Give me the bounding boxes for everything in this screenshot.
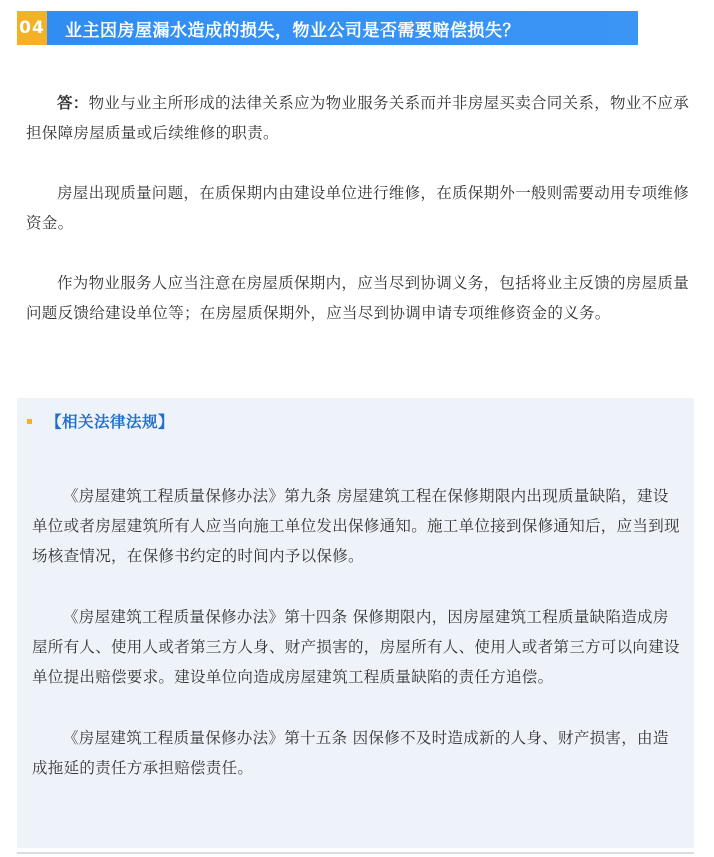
related-laws-box <box>17 398 694 848</box>
section-title: 业主因房屋漏水造成的损失，物业公司是否需要赔偿损失？ <box>65 20 520 41</box>
answer-paragraph-1 <box>26 88 690 148</box>
bottom-divider <box>17 852 694 854</box>
related-laws-list <box>32 481 680 814</box>
law-item: 《房屋建筑工程质量保修办法》第九条 房屋建筑工程在保修期限内出现质量缺陷，建设单位或者房屋建筑所有人应当向施工单位发出保修通知。施工单位接到保修通知后，应当到现场核查情况，在保修书约定的时间内予以保修。 <box>32 487 680 565</box>
answer-label: 答： <box>57 94 89 112</box>
law-item: 《房屋建筑工程质量保修办法》第十四条 保修期限内，因房屋建筑工程质量缺陷造成房屋所有人、使用人或者第三方人身、财产损害的，房屋所有人、使用人或者第三方可以向建设单位提出赔偿要求。建设单位向造成房屋建筑工程质量缺陷的责任方追偿。 <box>32 608 680 686</box>
related-laws-heading-text: 【相关法律法规】 <box>46 413 175 431</box>
section-number-badge: 04 <box>17 11 47 45</box>
section-header-bar <box>17 11 638 45</box>
answer-paragraph-3: 作为物业服务人应当注意在房屋质保期内，应当尽到协调义务，包括将业主反馈的房屋质量问题反馈给建设单位等；在房屋质保期外，应当尽到协调申请专项维修资金的义务。 <box>26 274 690 322</box>
answer-paragraph-2: 房屋出现质量问题，在质保期内由建设单位进行维修，在质保期外一般则需要动用专项维修资金。 <box>26 184 690 232</box>
answer-section <box>26 88 690 358</box>
answer-paragraph-1-text: 物业与业主所形成的法律关系应为物业服务关系而并非房屋买卖合同关系，物业不应承担保障房屋质量或后续维修的职责。 <box>26 94 690 142</box>
bullet-square-icon <box>27 419 32 424</box>
law-item: 《房屋建筑工程质量保修办法》第十五条 因保修不及时造成新的人身、财产损害，由造成拖延的责任方承担赔偿责任。 <box>32 729 669 777</box>
related-laws-heading <box>27 410 174 432</box>
